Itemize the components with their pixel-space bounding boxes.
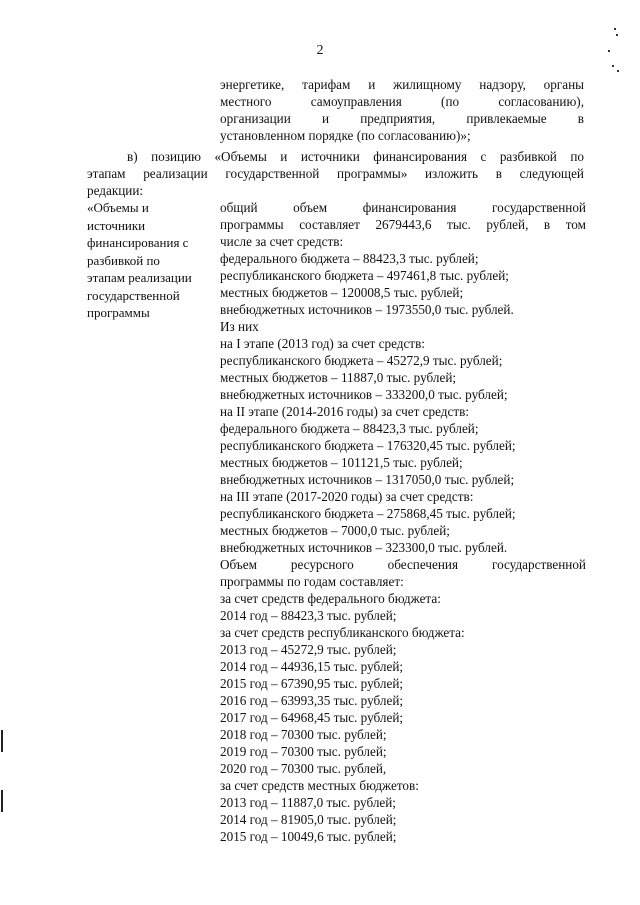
text-line: за счет средств республиканского бюджета: xyxy=(220,625,465,640)
text-line: республиканского бюджета – 497461,8 тыс. рублей; xyxy=(220,268,509,283)
text-line: 2014 год – 44936,15 тыс. рублей; xyxy=(220,659,404,674)
text-line: за счет средств местных бюджетов: xyxy=(220,778,419,793)
text-line: на III этапе (2017-2020 годы) за счет средств: xyxy=(220,489,474,504)
text-line: внебюджетных источников – 323300,0 тыс. рублей. xyxy=(220,540,508,555)
text-line: 2015 год – 67390,95 тыс. рублей; xyxy=(220,676,404,691)
text-line: внебюджетных источников – 1973550,0 тыс. рублей. xyxy=(220,302,514,317)
text-line: местных бюджетов – 101121,5 тыс. рублей; xyxy=(220,455,463,470)
text-line: 2014 год – 88423,3 тыс. рублей; xyxy=(220,608,397,623)
text-line: организации и предприятия, привлекаемые в xyxy=(220,111,584,126)
text-line: 2013 год – 45272,9 тыс. рублей; xyxy=(220,642,397,657)
label-line: финансирования с xyxy=(87,235,189,250)
text-line: энергетике, тарифам и жилищному надзору, органы xyxy=(220,77,584,92)
text-line: программы составляет 2679443,6 тыс. рублей, в том xyxy=(220,217,586,232)
text-line: федерального бюджета – 88423,3 тыс. рублей; xyxy=(220,421,479,436)
text-line: за счет средств федерального бюджета: xyxy=(220,591,441,606)
text-line: местных бюджетов – 11887,0 тыс. рублей; xyxy=(220,370,457,385)
top-continuation xyxy=(220,76,584,144)
text-line: Объем ресурсного обеспечения государственной xyxy=(220,557,586,572)
text-line: внебюджетных источников – 333200,0 тыс. рублей; xyxy=(220,387,508,402)
position-label xyxy=(87,199,215,322)
financing-description xyxy=(220,199,586,845)
text-line: этапам реализации государственной программы» изложить в следующей xyxy=(87,166,584,181)
text-line: республиканского бюджета – 45272,9 тыс. рублей; xyxy=(220,353,503,368)
text-line: 2016 год – 63993,35 тыс. рублей; xyxy=(220,693,404,708)
text-line: внебюджетных источников – 1317050,0 тыс. рублей; xyxy=(220,472,515,487)
text-line: Из них xyxy=(220,319,259,334)
scan-edge-mark xyxy=(1,790,3,812)
text-line: числе за счет средств: xyxy=(220,234,344,249)
text-line: 2018 год – 70300 тыс. рублей; xyxy=(220,727,387,742)
instruction-paragraph xyxy=(87,148,584,199)
text-line: 2014 год – 81905,0 тыс. рублей; xyxy=(220,812,397,827)
label-line: источники xyxy=(87,217,146,233)
text-line: 2015 год – 10049,6 тыс. рублей; xyxy=(220,829,397,844)
label-line: этапам реализации xyxy=(87,270,192,285)
text-line: 2017 год – 64968,45 тыс. рублей; xyxy=(220,710,404,725)
label-line: «Объемы и xyxy=(87,200,149,215)
text-line: программы по годам составляет: xyxy=(220,574,404,589)
text-line: на II этапе (2014-2016 годы) за счет средств: xyxy=(220,404,469,419)
text-line: республиканского бюджета – 176320,45 тыс. рублей; xyxy=(220,438,516,453)
text-line: установленном порядке (по согласованию)»; xyxy=(220,128,471,143)
text-line: 2020 год – 70300 тыс. рублей, xyxy=(220,761,387,776)
label-line: разбивкой по xyxy=(87,252,160,268)
text-line: в) позицию «Объемы и источники финансирования с разбивкой по xyxy=(127,149,584,164)
text-line: местных бюджетов – 120008,5 тыс. рублей; xyxy=(220,285,464,300)
text-line: редакции: xyxy=(87,183,144,198)
text-line: федерального бюджета – 88423,3 тыс. рублей; xyxy=(220,251,479,266)
scan-edge-mark xyxy=(1,730,3,752)
page-number: 2 xyxy=(316,43,324,58)
text-line: общий объем финансирования государственной xyxy=(220,200,586,215)
text-line: 2013 год – 11887,0 тыс. рублей; xyxy=(220,795,396,810)
label-line: государственной xyxy=(87,287,180,303)
text-line: республиканского бюджета – 275868,45 тыс. рублей; xyxy=(220,506,516,521)
label-line: программы xyxy=(87,305,150,320)
text-line: местных бюджетов – 7000,0 тыс. рублей; xyxy=(220,523,450,538)
text-line: местного самоуправления (по согласованию), xyxy=(220,94,584,109)
text-line: 2019 год – 70300 тыс. рублей; xyxy=(220,744,387,759)
text-line: на I этапе (2013 год) за счет средств: xyxy=(220,336,425,351)
